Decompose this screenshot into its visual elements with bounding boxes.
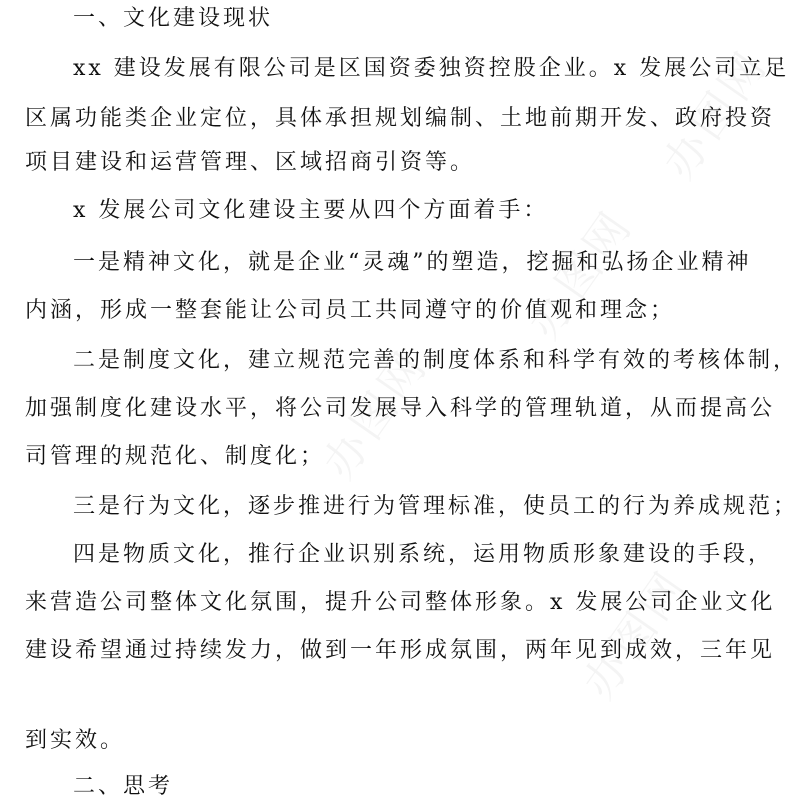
paragraph-line: 到实效。 <box>25 728 126 753</box>
paragraph-line: 三是行为文化，逐步推进行为管理标准，使员工的行为养成规范； <box>73 494 799 519</box>
paragraph-line: xx 建设发展有限公司是区国资委独资控股企业。x 发展公司立足 <box>73 56 790 81</box>
paragraph-line: 内涵，形成一整套能让公司员工共同遵守的价值观和理念； <box>25 298 676 323</box>
paragraph-line: 来营造公司整体文化氛围，提升公司整体形象。x 发展公司企业文化 <box>25 590 776 615</box>
watermark <box>564 555 699 710</box>
paragraph-line: 项目建设和运营管理、区域招商引资等。 <box>25 150 476 175</box>
paragraph-line: 加强制度化建设水平，将公司发展导入科学的管理轨道，从而提高公 <box>25 396 776 421</box>
paragraph-line: 四是物质文化，推行企业识别系统，运用物质形象建设的手段， <box>73 542 774 567</box>
paragraph-line: 建设希望通过持续发力，做到一年形成氛围，两年见到成效，三年见 <box>25 638 776 663</box>
paragraph-line: 区属功能类企业定位，具体承担规划编制、土地前期开发、政府投资 <box>25 106 776 131</box>
heading-section-2: 二、思考 <box>73 774 174 799</box>
paragraph-line: x 发展公司文化建设主要从四个方面着手： <box>73 198 549 223</box>
paragraph-line: 司管理的规范化、制度化； <box>25 444 326 469</box>
paragraph-line: 一是精神文化，就是企业“灵魂”的塑造，挖掘和弘扬企业精神 <box>73 250 752 275</box>
heading-section-1: 一、文化建设现状 <box>73 6 274 31</box>
paragraph-line: 二是制度文化，建立规范完善的制度体系和科学有效的考核体制， <box>73 348 799 373</box>
